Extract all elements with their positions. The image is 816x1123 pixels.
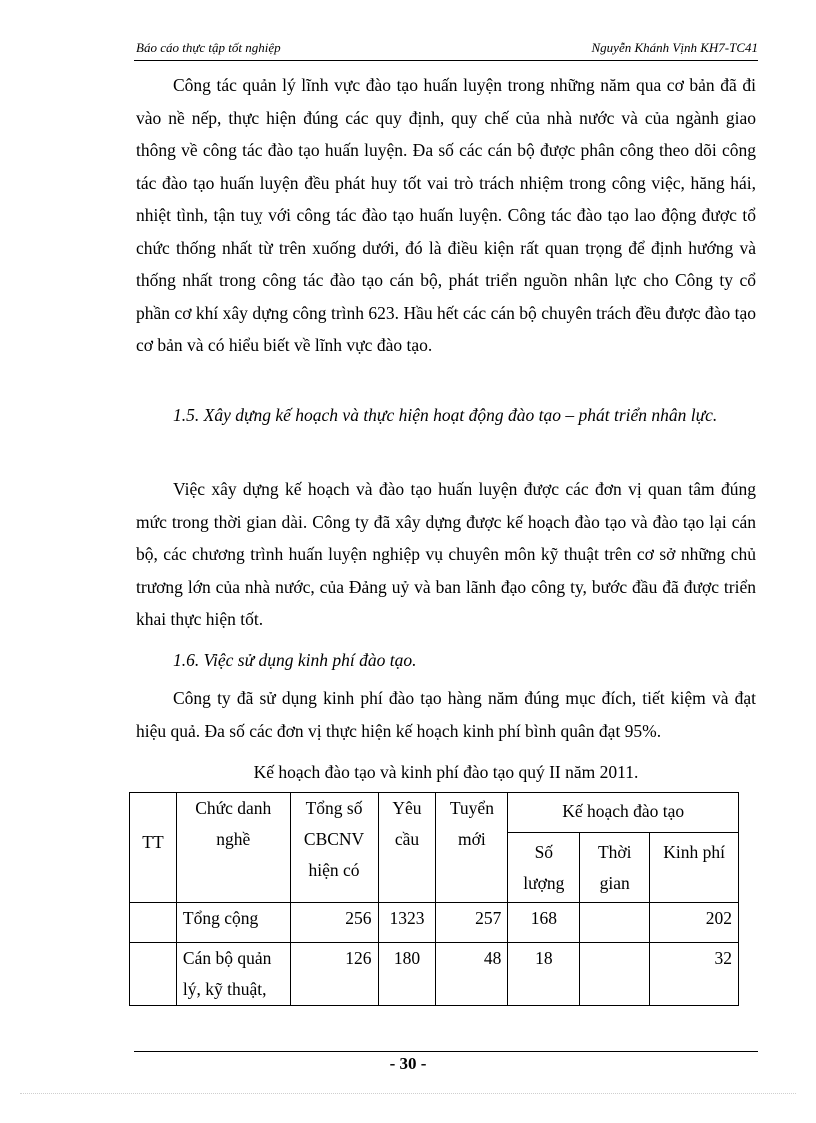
cell-quantity: 168 [508, 903, 580, 943]
heading-1-5: 1.5. Xây dựng kế hoạch và thực hiện hoạt động đào tạo – phát triển nhân lực. [173, 405, 718, 425]
page-number: - 30 - [389, 1054, 427, 1073]
cell-budget: 32 [650, 943, 739, 1006]
header-left: Báo cáo thực tập tốt nghiệp [136, 40, 281, 55]
header-job-title: Chức danh nghề [176, 793, 290, 903]
header-time: Thời gian [580, 833, 650, 903]
header-right: Nguyễn Khánh Vịnh KH7-TC41 [591, 40, 758, 55]
table-caption: Kế hoạch đào tạo và kinh phí đào tạo quý II năm 2011. [253, 762, 639, 782]
cell-total: 126 [290, 943, 378, 1006]
header-required: Yêu cầu [378, 793, 436, 903]
cell-title: Cán bộ quản lý, kỹ thuật, [176, 943, 290, 1006]
cell-tt [130, 903, 177, 943]
training-plan-table [129, 792, 739, 1006]
page-edge-line [20, 1093, 796, 1094]
cell-required: 1323 [378, 903, 436, 943]
cell-budget: 202 [650, 903, 739, 943]
cell-quantity: 18 [508, 943, 580, 1006]
header-new-hire: Tuyển mới [436, 793, 508, 903]
cell-required: 180 [378, 943, 436, 1006]
cell-total: 256 [290, 903, 378, 943]
table-row [130, 903, 739, 943]
cell-time [580, 943, 650, 1006]
cell-new-hire: 48 [436, 943, 508, 1006]
cell-tt [130, 943, 177, 1006]
header-budget: Kinh phí [650, 833, 739, 903]
header-quantity: Số lượng [508, 833, 580, 903]
paragraph-training-management: Công tác quản lý lĩnh vực đào tạo huấn luyện trong những năm qua cơ bản đã đi vào nề nếp, thực hiện đúng các quy định, quy chế của nhà nước và của ngành giao thông về công tác đào tạo huấn luyện. Đa số các cán bộ được phân công theo dõi công tác đào tạo huấn luyện đều phát huy tốt vai trò trách nhiệm trong công việc, hăng hái, nhiệt tình, tận tuỵ với công tác đào tạo huấn luyện. Công tác đào tạo lao động được tổ chức thống nhất từ trên xuống dưới, đó là điều kiện rất quan trọng để định hướng và thống nhất trong công tác đào tạo cán bộ, phát triển nguồn nhân lực cho Công ty cổ phần cơ khí xây dựng công trình 623. Hầu hết các cán bộ chuyên trách đều được đào tạo cơ bản và có hiểu biết về lĩnh vực đào tạo. [136, 75, 756, 355]
cell-title: Tổng cộng [176, 903, 290, 943]
table-row [130, 943, 739, 1006]
header-rule [134, 60, 758, 61]
cell-new-hire: 257 [436, 903, 508, 943]
header-tt: TT [130, 793, 177, 903]
cell-time [580, 903, 650, 943]
footer-rule [134, 1051, 758, 1052]
header-total-staff: Tổng số CBCNV hiện có [290, 793, 378, 903]
paragraph-training-budget: Công ty đã sử dụng kinh phí đào tạo hàng năm đúng mục đích, tiết kiệm và đạt hiệu quả. Đa số các đơn vị thực hiện kế hoạch kinh phí bình quân đạt 95%. [136, 688, 756, 741]
paragraph-training-plan: Việc xây dựng kế hoạch và đào tạo huấn luyện được các đơn vị quan tâm đúng mức trong thời gian dài. Công ty đã xây dựng được kế hoạch đào tạo và đào tạo lại cán bộ, các chương trình huấn luyện nghiệp vụ chuyên môn kỹ thuật trên cơ sở những chủ trương lớn của nhà nước, của Đảng uỷ và ban lãnh đạo công ty, bước đầu đã được triển khai thực hiện tốt. [136, 479, 756, 629]
header-training-plan: Kế hoạch đào tạo [508, 793, 739, 833]
heading-1-6: 1.6. Việc sử dụng kinh phí đào tạo. [173, 650, 417, 670]
